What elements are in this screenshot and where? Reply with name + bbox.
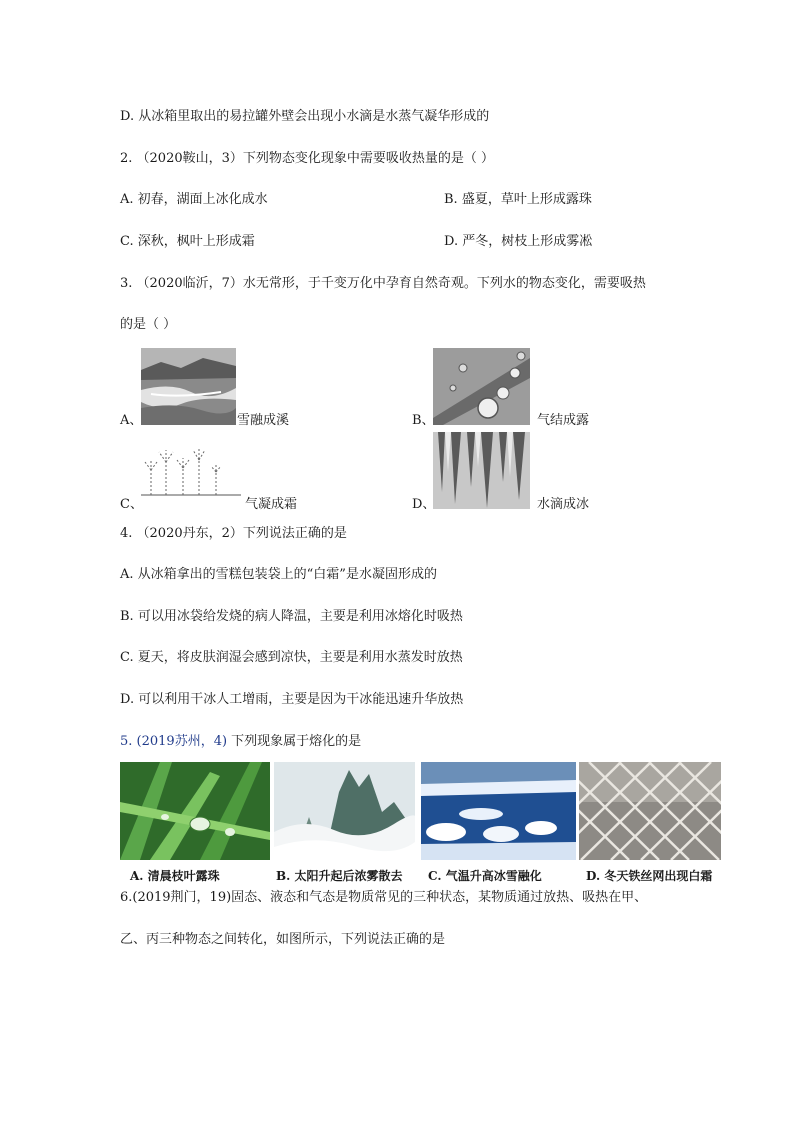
q2-option-d: D. 严冬，树枝上形成雾凇 — [444, 234, 593, 249]
q5-image-frost-wire-mesh — [579, 762, 721, 860]
q3-image-icicles — [433, 432, 530, 509]
q4-option-a: A. 从冰箱拿出的雪糕包装袋上的“白霜”是水凝固形成的 — [120, 567, 437, 582]
q3-image-frost-trees — [141, 440, 241, 500]
q2-option-c: C. 深秋，枫叶上形成霜 — [120, 234, 255, 249]
q5-source: 5. (2019苏州，4) — [120, 734, 228, 749]
q3-stem-line1: 3. （2020临沂，7）水无常形，于千变万化中孕育自然奇观。下列水的物态变化，需要吸热 — [120, 276, 646, 291]
q6-stem-line2: 乙、丙三种物态之间转化，如图所示，下列说法正确的是 — [120, 932, 446, 947]
q2-stem: 2. （2020鞍山，3）下列物态变化现象中需要吸收热量的是（ ） — [120, 151, 495, 166]
q5-caption-d: D. 冬天铁丝网出现白霜 — [586, 869, 713, 883]
q5-image-dew-leaves — [120, 762, 270, 860]
q3-option-d-text: 水滴成冰 — [537, 497, 590, 512]
q3-option-d-letter: D、 — [412, 497, 436, 512]
q3-option-c-text: 气凝成霜 — [245, 497, 298, 512]
q4-option-d: D. 可以利用干冰人工增雨，主要是因为干冰能迅速升华放热 — [120, 692, 464, 707]
q3-option-b-letter: B、 — [412, 413, 435, 428]
q3-option-a-letter: A、 — [120, 413, 143, 428]
q4-option-b: B. 可以用冰袋给发烧的病人降温，主要是利用冰熔化时吸热 — [120, 609, 463, 624]
q5-question: 下列现象属于熔化的是 — [227, 734, 362, 749]
q3-option-c-letter: C、 — [120, 497, 143, 512]
q5-image-fog-mountains — [274, 762, 415, 860]
q3-option-b-text: 气结成露 — [537, 413, 590, 428]
q5-stem — [120, 734, 361, 750]
q4-stem: 4. （2020丹东，2）下列说法正确的是 — [120, 526, 347, 541]
q2-option-b: B. 盛夏，草叶上形成露珠 — [444, 192, 592, 207]
q2-option-a: A. 初春，湖面上冰化成水 — [120, 192, 268, 207]
q5-caption-b: B. 太阳升起后浓雾散去 — [276, 869, 403, 883]
q5-caption-c: C. 气温升高冰雪融化 — [428, 869, 542, 883]
q5-image-melting-snow — [421, 762, 576, 860]
q4-option-c: C. 夏天，将皮肤润湿会感到凉快，主要是利用水蒸发时放热 — [120, 650, 463, 665]
q3-stem-line2: 的是（ ） — [120, 317, 177, 332]
q1-option-d: D. 从冰箱里取出的易拉罐外壁会出现小水滴是水蒸气凝华形成的 — [120, 109, 490, 124]
q5-caption-a: A. 清晨枝叶露珠 — [130, 869, 220, 883]
q3-image-snow-melting — [141, 348, 236, 425]
q3-option-a-text: 雪融成溪 — [237, 413, 290, 428]
q6-stem-line1: 6.(2019荆门，19)固态、液态和气态是物质常见的三种状态，某物质通过放热、吸热在甲、 — [120, 890, 648, 905]
q3-image-dew-drops — [433, 348, 530, 425]
